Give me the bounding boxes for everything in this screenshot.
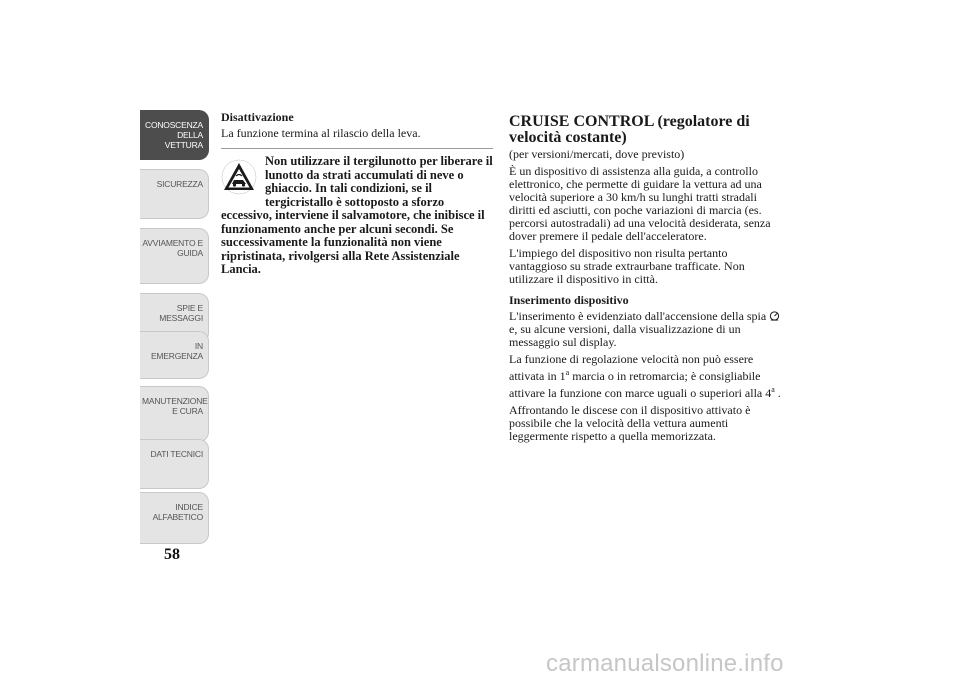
paragraph-downhill: Affrontando le discese con il dispositivo attivato è possibile che la velocità della vettura aumenti leggermente rispetto a quella memorizzata.	[509, 403, 751, 443]
gear-text-3: .	[777, 386, 781, 400]
paragraph-activation-part1: L'inserimento è evidenziato dall'accensione della spia	[509, 309, 767, 323]
warning-text: Non utilizzare il tergilunotto per liberare il lunotto da strati accumulati di neve o ghiaccio. In tali condizioni, se il tergicristallo è sottoposto a sforzo eccessivo, interviene il salvamotore, che inibisce il funzionamento anche per alcuni secondi. Se successivamente la funzionalità non viene ripristinata, rivolgersi alla Rete Assistenziale Lancia.	[221, 154, 493, 276]
gear-sup-2: a	[771, 385, 775, 394]
paragraph-disattivazione: La funzione termina al rilascio della leva.	[221, 126, 421, 140]
right-column	[509, 114, 781, 447]
tab-avviamento-e-guida[interactable]: AVVIAMENTO E GUIDA	[140, 228, 209, 284]
section-heading-inserimento: Inserimento dispositivo	[509, 293, 629, 307]
section-subtitle: (per versioni/mercati, dove previsto)	[509, 147, 685, 161]
section-heading-disattivazione: Disattivazione	[221, 110, 294, 124]
tab-indice-alfabetico[interactable]: INDICE ALFABETICO	[140, 492, 209, 544]
left-column	[221, 111, 493, 277]
paragraph-activation	[509, 310, 781, 349]
gear-text-1: La funzione di regolazione velocità non può essere attivata in 1	[509, 352, 754, 383]
gear-sup-1: a	[565, 368, 570, 377]
tab-manutenzione-e-cura[interactable]: MANUTENZIONE E CURA	[140, 386, 209, 442]
tab-conoscenza-della-vettura[interactable]: CONOSCENZA DELLA VETTURA	[140, 110, 209, 160]
gear-text-2: marcia o in retromarcia; è consigliabile attivare la funzione con marce uguali o superiori alla 4	[509, 369, 772, 400]
tab-dati-tecnici[interactable]: DATI TECNICI	[140, 439, 209, 489]
watermark: carmanualsonline.info	[546, 650, 784, 677]
warning-triangle-car-icon	[221, 159, 257, 195]
cruise-control-icon	[769, 310, 780, 321]
section-title-cruise-control: CRUISE CONTROL (regolatore di velocità costante)	[509, 113, 750, 146]
tab-spie-e-messaggi[interactable]: SPIE E MESSAGGI	[140, 293, 209, 343]
tab-sicurezza[interactable]: SICUREZZA	[140, 169, 209, 219]
paragraph-activation-part2: e, su alcune versioni, dalla visualizzazione di un messaggio sul display.	[509, 322, 741, 349]
paragraph-usage-note: L'impiego del dispositivo non risulta pertanto vantaggioso su strade extraurbane trafficate. Non utilizzare il dispositivo in città.	[509, 246, 745, 286]
paragraph-description: È un dispositivo di assistenza alla guida, a controllo elettronico, che permette di guidare la vettura ad una velocità superiore a 30 km/h su lunghi tratti stradali diritti ed asciutti, con poche variazioni di marcia (es. percorsi autostradali) ad una velocità desiderata, senza dover premere il pedale dell'acceleratore.	[509, 164, 771, 243]
tab-in-emergenza[interactable]: IN EMERGENZA	[140, 331, 209, 379]
page-number: 58	[164, 546, 180, 563]
warning-block	[221, 155, 493, 277]
divider	[221, 148, 493, 149]
paragraph-gear-condition	[509, 353, 781, 400]
